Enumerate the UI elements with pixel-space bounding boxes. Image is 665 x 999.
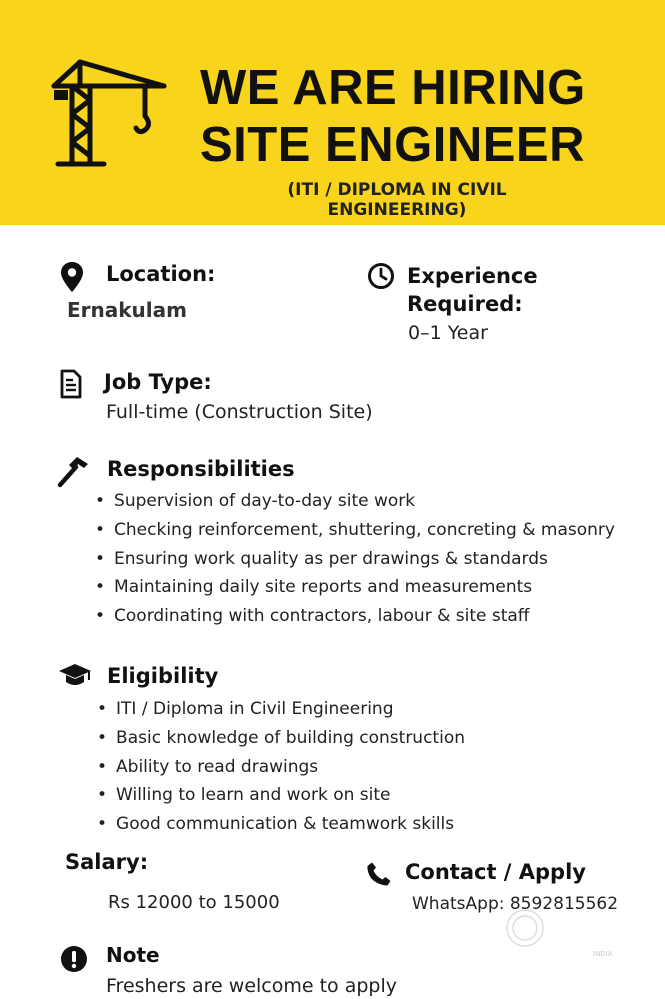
hiring-banner: [0, 0, 665, 225]
hammer-icon: [56, 456, 90, 488]
salary-value: Rs 12000 to 15000: [108, 892, 280, 913]
responsibility-item: • Ensuring work quality as per drawings & standards: [95, 545, 615, 574]
clock-icon: [367, 262, 395, 290]
eligibility-item: • Ability to read drawings: [97, 753, 465, 782]
note-label: Note: [106, 943, 160, 967]
crane-icon: [50, 58, 170, 170]
contact-label: Contact / Apply: [405, 860, 586, 884]
phone-icon: [366, 861, 392, 887]
eligibility-label: Eligibility: [107, 664, 219, 688]
responsibilities-label: Responsibilities: [107, 457, 295, 481]
exclamation-icon: [60, 945, 88, 973]
responsibility-item: • Checking reinforcement, shuttering, concreting & masonry: [95, 516, 615, 545]
document-icon: [60, 369, 82, 399]
qualification-line-2: ENGINEERING): [327, 200, 467, 220]
experience-label: [407, 262, 538, 318]
responsibility-item: • Maintaining daily site reports and measurements: [95, 573, 615, 602]
eligibility-list: [97, 695, 465, 839]
job-type-value: Full-time (Construction Site): [106, 401, 373, 423]
eligibility-item: • Willing to learn and work on site: [97, 781, 465, 810]
olx-watermark-region: INDIA: [593, 950, 613, 958]
headline-line-1: WE ARE HIRING: [200, 61, 586, 115]
responsibility-item: • Coordinating with contractors, labour & site staff: [95, 602, 615, 631]
location-label: Location:: [106, 262, 216, 286]
contact-whatsapp: WhatsApp: 8592815562: [412, 894, 619, 914]
eligibility-item: • Good communication & teamwork skills: [97, 810, 465, 839]
experience-label-line-1: Experience: [407, 264, 538, 288]
olx-watermark-logo: [505, 900, 627, 960]
headline-line-2: SITE ENGINEER: [200, 118, 585, 172]
qualification-line-1: (ITI / DIPLOMA IN CIVIL: [287, 180, 507, 200]
location-pin-icon: [60, 261, 84, 293]
experience-label-line-2: Required:: [407, 292, 523, 316]
headline: [200, 60, 586, 174]
responsibility-item: • Supervision of day-to-day site work: [95, 487, 615, 516]
location-value: Ernakulam: [67, 298, 187, 322]
graduation-cap-icon: [58, 662, 92, 688]
qualification-subheading: [262, 180, 532, 220]
responsibilities-list: [95, 487, 615, 631]
eligibility-item: • Basic knowledge of building construction: [97, 724, 465, 753]
salary-label: Salary:: [65, 850, 149, 874]
job-type-label: Job Type:: [104, 370, 212, 394]
note-value: Freshers are welcome to apply: [106, 975, 397, 997]
eligibility-item: • ITI / Diploma in Civil Engineering: [97, 695, 465, 724]
experience-value: 0–1 Year: [408, 322, 488, 344]
